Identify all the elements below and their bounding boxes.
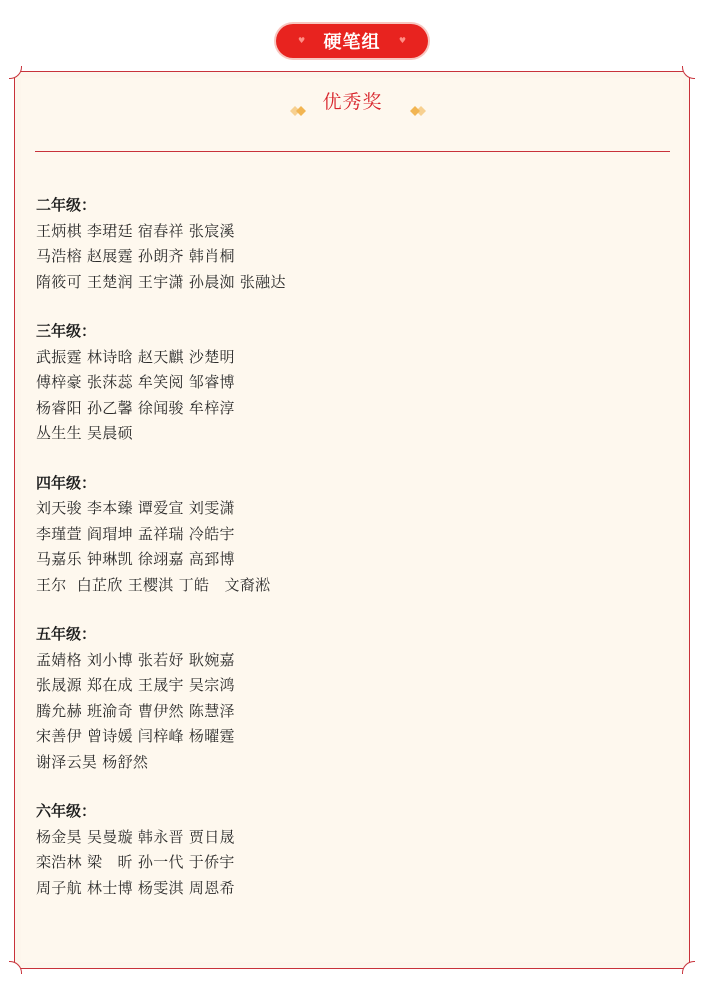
grade-section <box>36 471 666 599</box>
frame-corner-ornament <box>9 961 22 974</box>
grade-heading: 五年级： <box>36 625 97 643</box>
section-header-pill <box>276 24 428 58</box>
winner-names-line: 谢泽云昊 杨舒然 <box>36 752 149 771</box>
grade-heading: 三年级： <box>36 322 97 340</box>
diamond-ornament-icon <box>290 106 306 116</box>
winner-names-line: 王尔 白芷欣 王樱淇 丁皓 文裔淞 <box>36 575 271 594</box>
winner-names-line: 刘天骏 李本臻 谭爱宣 刘雯潇 <box>36 499 235 517</box>
winner-names-line: 马浩榕 赵展霆 孙朗齐 韩肖桐 <box>36 247 235 265</box>
frame-corner-ornament <box>682 66 695 79</box>
heart-icon: ♥ <box>398 36 406 45</box>
winner-names-line: 武振霆 林诗晗 赵天麒 沙楚明 <box>36 347 235 366</box>
grade-heading: 六年级： <box>36 802 97 820</box>
diamond-ornament-icon <box>410 106 426 116</box>
winner-names-line: 孟婧格 刘小博 张若妤 耿婉嘉 <box>36 650 235 669</box>
grade-section <box>36 193 666 295</box>
winner-names-line: 周子航 林士博 杨雯淇 周恩希 <box>36 878 235 897</box>
grade-section <box>36 622 666 775</box>
section-header-title: 硬笔组 <box>323 32 381 53</box>
winner-names-line: 王炳棋 李珺廷 宿春祥 张宸溪 <box>36 221 235 240</box>
winner-names-line: 李瑾萱 阎瑁坤 孟祥瑞 冷皓宇 <box>36 524 235 543</box>
winner-names-line: 栾浩林 梁 昕 孙一代 于侨宇 <box>36 853 235 871</box>
grade-section <box>36 799 666 901</box>
title-divider <box>35 151 670 152</box>
winner-names-line: 宋善伊 曾诗媛 闫梓峰 杨曜霆 <box>36 727 235 745</box>
grade-heading: 二年级： <box>36 196 97 214</box>
grade-heading: 四年级： <box>36 473 97 492</box>
frame-corner-ornament <box>682 961 695 974</box>
winner-names-line: 杨金昊 吴曼璇 韩永晋 贾日晟 <box>36 827 235 846</box>
heart-icon: ♥ <box>298 36 306 45</box>
award-list <box>36 193 666 925</box>
winner-names-line: 丛生生 吴晨硕 <box>36 424 133 442</box>
winner-names-line: 杨睿阳 孙乙馨 徐闻骏 牟梓淳 <box>36 398 235 417</box>
award-title: 优秀奖 <box>322 91 383 113</box>
winner-names-line: 张晟源 郑在成 王晟宇 吴宗鸿 <box>36 676 235 694</box>
grade-section <box>36 319 666 447</box>
winner-names-line: 隋筱可 王楚润 王宇潇 孙晨洳 张融达 <box>36 272 286 291</box>
winner-names-line: 腾允赫 班渝奇 曹伊然 陈慧泽 <box>36 701 235 720</box>
winner-names-line: 马嘉乐 钟琳凯 徐翊嘉 高郅博 <box>36 550 235 568</box>
winner-names-line: 傅梓豪 张莯蕊 牟笑阅 邹睿博 <box>36 373 235 391</box>
